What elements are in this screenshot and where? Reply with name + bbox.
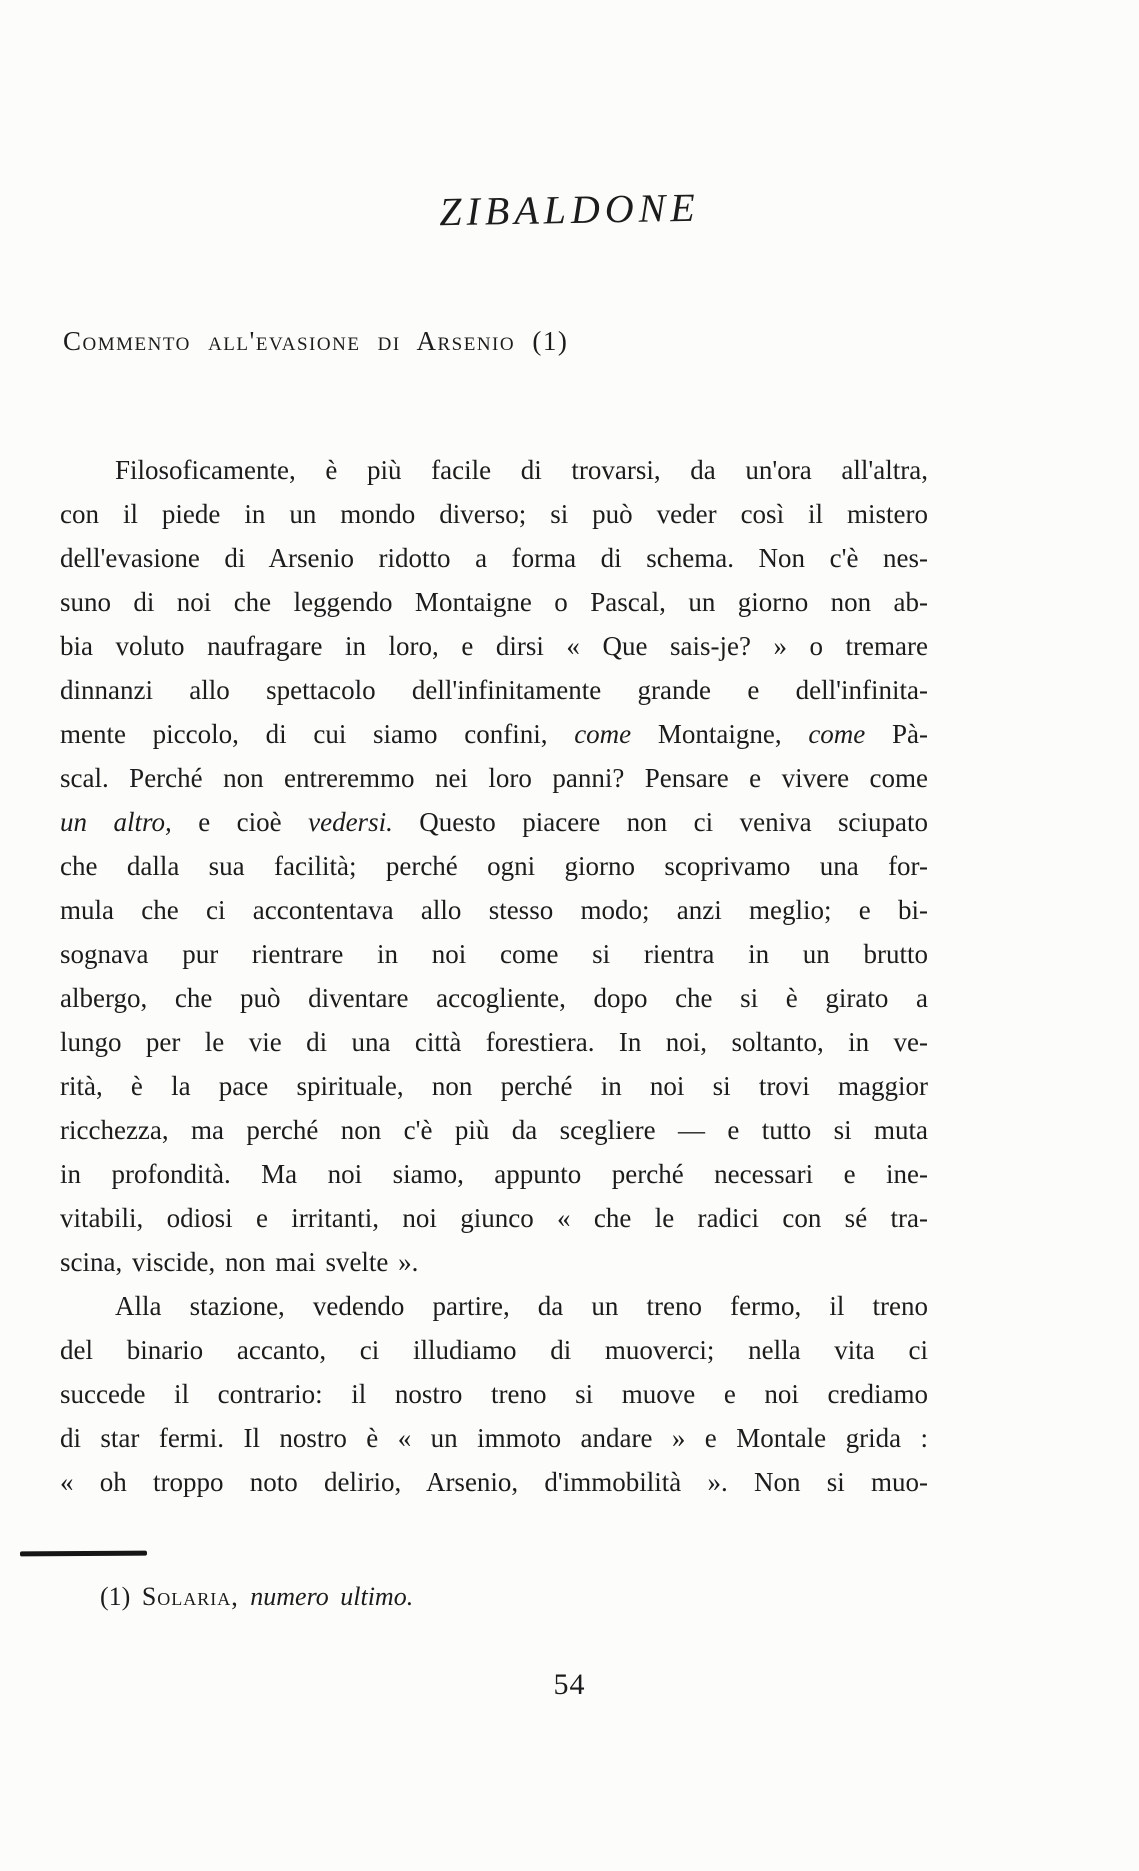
page-title: ZIBALDONE (438, 184, 701, 235)
footnote-divider (20, 1551, 147, 1557)
text-line: scal. Perché non entreremmo nei loro panni? Pensare e vivere come (60, 763, 928, 793)
text-line: albergo, che può diventare accogliente, dopo che si è girato a (60, 983, 928, 1013)
text-line: bia voluto naufragare in loro, e dirsi « Que sais-je? » o tremare (60, 631, 928, 661)
text-line: scina, viscide, non mai svelte ». (60, 1247, 419, 1277)
page-number: 54 (553, 1668, 586, 1701)
text-line: rità, è la pace spirituale, non perché in noi si trovi maggior (60, 1071, 928, 1101)
text-line: lungo per le vie di una città forestiera. In noi, soltanto, in ve- (60, 1027, 928, 1057)
text-line: suno di noi che leggendo Montaigne o Pascal, un giorno non ab- (60, 587, 928, 617)
text-line: ricchezza, ma perché non c'è più da scegliere — e tutto si muta (60, 1115, 928, 1145)
footnote-detail: numero ultimo. (250, 1582, 414, 1611)
text-line: vitabili, odiosi e irritanti, noi giunco « che le radici con sé tra- (60, 1203, 928, 1233)
text-line: sognava pur rientrare in noi come si rientra in un brutto (60, 939, 928, 969)
text-line: Alla stazione, vedendo partire, da un treno fermo, il treno (115, 1291, 928, 1321)
text-line: del binario accanto, ci illudiamo di muoverci; nella vita ci (60, 1335, 928, 1365)
footnote-source: Solaria, (141, 1582, 239, 1611)
text-line: dell'evasione di Arsenio ridotto a forma di schema. Non c'è nes- (60, 543, 928, 573)
text-line: in profondità. Ma noi siamo, appunto perché necessari e ine- (60, 1159, 928, 1189)
text-line: un altro, e cioè vedersi. Questo piacere non ci veniva sciupato (60, 807, 929, 837)
section-heading: Commento all'evasione di Arsenio (1) (63, 326, 569, 356)
footnote (100, 1582, 413, 1612)
text-line: con il piede in un mondo diverso; si può veder così il mistero (60, 499, 928, 529)
text-line: Filosoficamente, è più facile di trovarsi, da un'ora all'altra, (115, 455, 928, 485)
text-line: di star fermi. Il nostro è « un immoto andare » e Montale grida : (60, 1423, 928, 1453)
text-line: che dalla sua facilità; perché ogni giorno scoprivamo una for- (60, 851, 928, 881)
text-line: succede il contrario: il nostro treno si muove e noi crediamo (60, 1379, 928, 1409)
text-line: mente piccolo, di cui siamo confini, come Montaigne, come Pà- (60, 719, 928, 749)
body-text (60, 448, 928, 1504)
footnote-marker: (1) (100, 1582, 131, 1611)
text-line: mula che ci accontentava allo stesso modo; anzi meglio; e bi- (60, 895, 928, 925)
text-line: dinnanzi allo spettacolo dell'infinitamente grande e dell'infinita- (60, 675, 928, 705)
text-line: « oh troppo noto delirio, Arsenio, d'immobilità ». Non si muo- (60, 1467, 928, 1497)
